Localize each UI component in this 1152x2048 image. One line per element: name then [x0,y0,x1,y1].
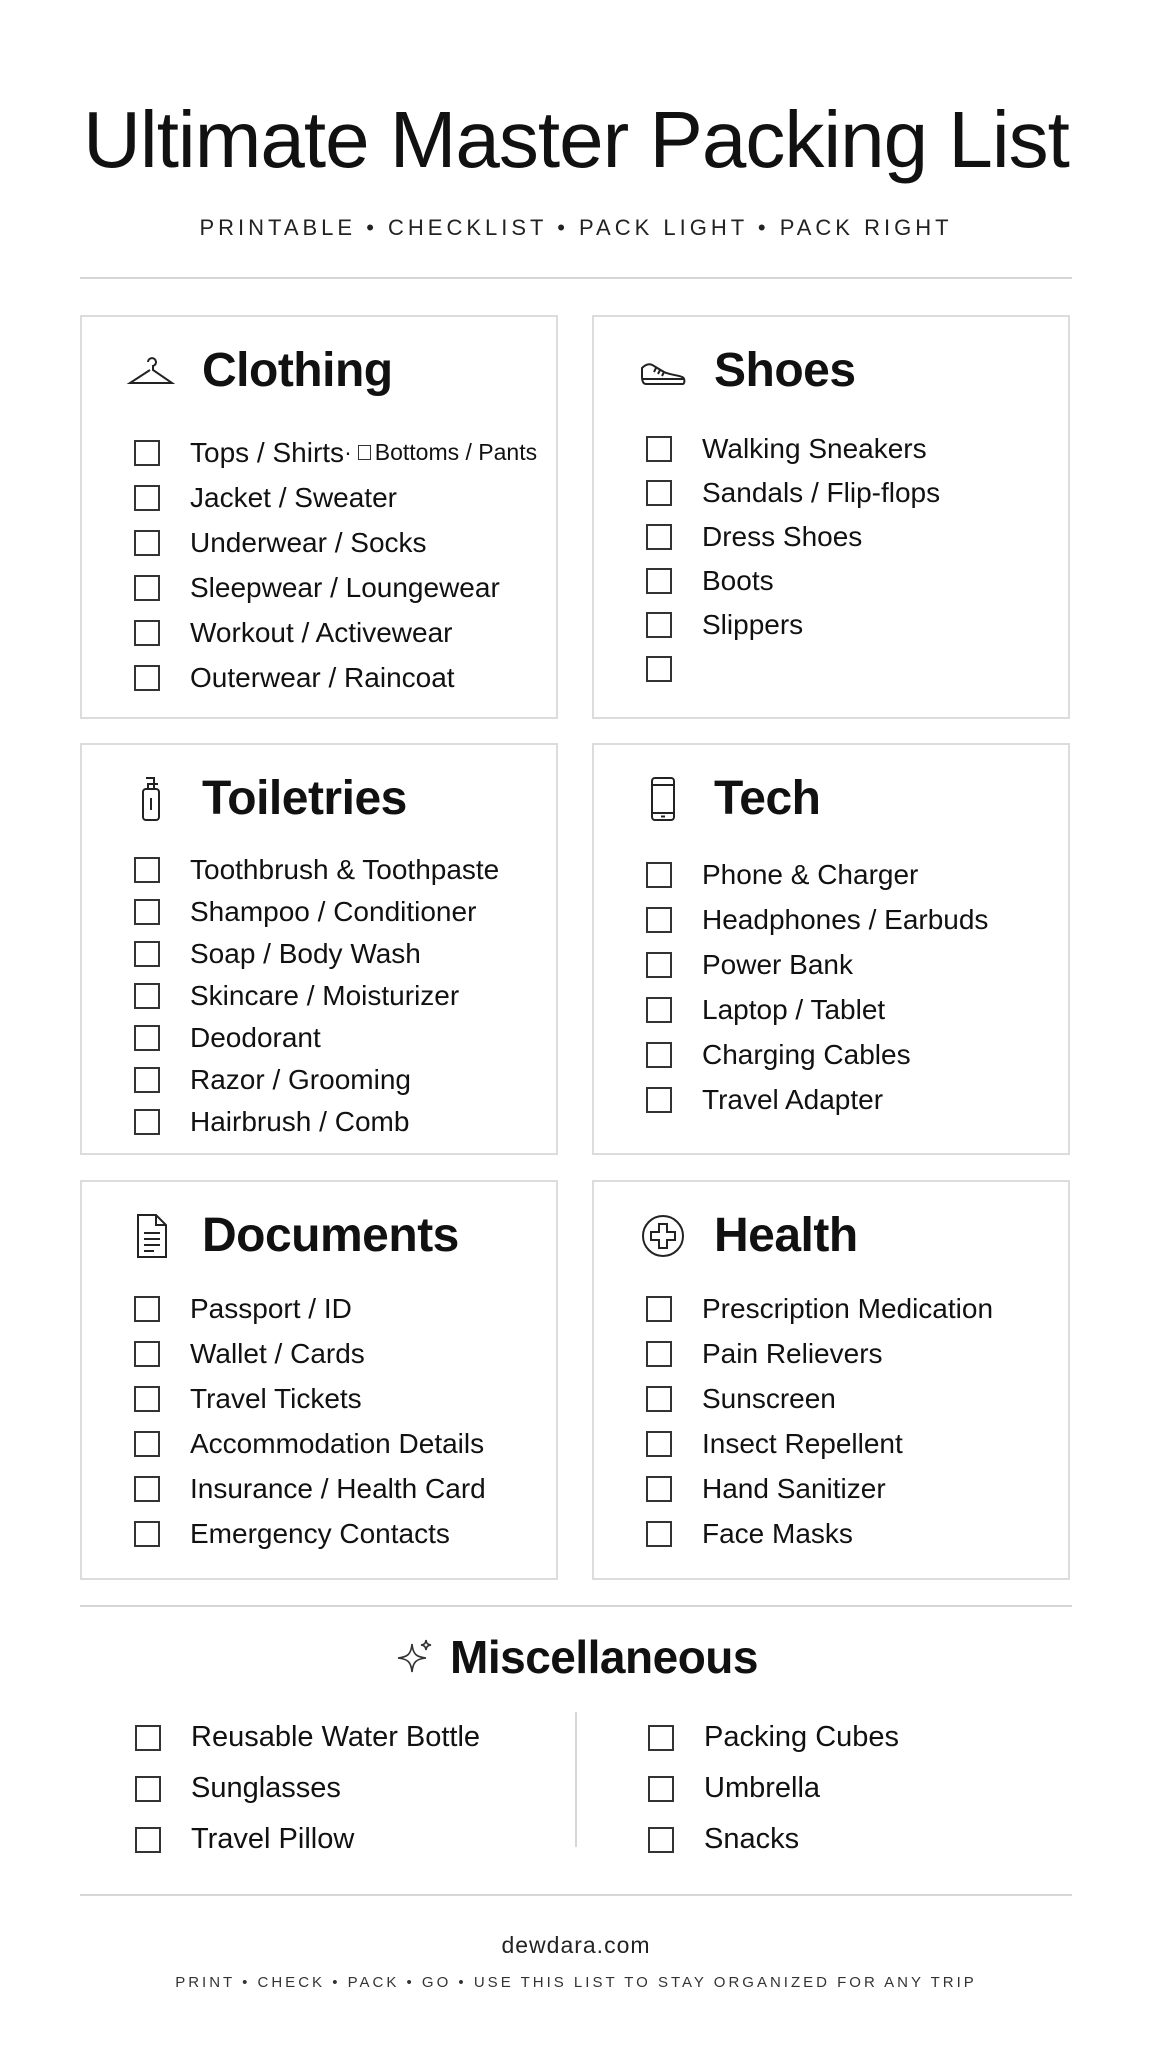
checkbox[interactable] [134,575,160,601]
list-item [646,1421,1058,1466]
item-label: Hand Sanitizer [702,1472,886,1504]
checklist [134,849,546,1143]
item-label: Insurance / Health Card [190,1472,486,1504]
section-miscellaneous-header [0,1630,1152,1684]
checkbox[interactable] [358,445,371,460]
checklist [646,852,1058,1122]
item-label: Umbrella [704,1772,821,1804]
list-item [134,1421,546,1466]
list-item [134,1466,546,1511]
list-item [646,1511,1058,1556]
item-label: Snacks [704,1823,800,1855]
list-item [134,1511,546,1556]
checklist [646,427,1058,691]
item-label: Tops / Shirts [190,436,345,468]
list-item [134,1059,546,1101]
checkbox[interactable] [134,485,160,511]
item-label: Sandals / Flip-flops [702,477,941,508]
section-title: Toiletries [202,772,407,825]
checkbox[interactable] [646,952,672,978]
list-item [646,1466,1058,1511]
list-item [648,1712,899,1763]
item-label: Sleepwear / Loungewear [190,571,500,603]
checkbox[interactable] [134,1431,160,1457]
checkbox[interactable] [134,1386,160,1412]
checkbox[interactable] [134,1296,160,1322]
section-title: Tech [714,772,821,825]
item-label: Outerwear / Raincoat [190,661,455,693]
section-documents [80,1180,558,1580]
list-item [646,559,1058,603]
document-icon [126,1211,176,1261]
list-item [134,655,546,700]
section-title: Clothing [202,344,393,397]
footer-tagline: PRINT • CHECK • PACK • GO • USE THIS LIST TO STAY ORGANIZED FOR ANY TRIP [175,1974,977,1991]
checkbox[interactable] [134,665,160,691]
item-label: Insect Repellent [702,1427,903,1459]
item-label: Passport / ID [190,1292,352,1324]
item-label: Sunglasses [191,1772,341,1804]
list-item [134,933,546,975]
item-label: Packing Cubes [704,1721,900,1753]
item-label: Boots [702,565,774,596]
list-item: Tops / Shirts · Bottoms / Pants [134,430,546,475]
list-item [135,1814,480,1865]
page-subtitle: PRINTABLE • CHECKLIST • PACK LIGHT • PACK RIGHT [199,215,953,240]
item-label: Sunscreen [702,1382,836,1414]
item-label: Travel Pillow [191,1823,355,1855]
item-label: Workout / Activewear [190,616,453,648]
checkbox[interactable] [134,1025,160,1051]
checklist [134,430,546,700]
list-item [134,610,546,655]
list-item [646,987,1058,1032]
list-item [648,1814,899,1865]
section-shoes [592,315,1070,719]
item-label: Travel Tickets [190,1382,362,1414]
checkbox[interactable] [646,480,672,506]
list-item [134,565,546,610]
item-label: Travel Adapter [702,1083,884,1115]
list-item [646,471,1058,515]
checkbox[interactable] [646,907,672,933]
sparkle-icon [394,1636,436,1678]
checkbox[interactable] [135,1827,161,1853]
footer-divider [80,1894,1072,1896]
item-label: Headphones / Earbuds [702,903,989,935]
checkbox[interactable] [646,524,672,550]
item-label: Shampoo / Conditioner [190,896,477,927]
list-item [646,1376,1058,1421]
checkbox[interactable] [646,1042,672,1068]
checkbox[interactable] [646,1341,672,1367]
header-divider [80,277,1072,279]
checkbox[interactable] [646,436,672,462]
list-item [648,1763,899,1814]
phone-icon [638,774,688,824]
shoe-icon [638,346,688,396]
checklist [134,1286,546,1556]
section-toiletries [80,743,558,1155]
page-title: Ultimate Master Packing List [83,95,1069,184]
item-label: Reusable Water Bottle [191,1721,481,1753]
item-label: Face Masks [702,1517,853,1549]
checkbox[interactable] [648,1827,674,1853]
list-item [134,891,546,933]
list-item [134,520,546,565]
checkbox[interactable] [646,1087,672,1113]
item-label: Walking Sneakers [702,433,927,464]
misc-divider-top [80,1605,1072,1607]
list-item [134,475,546,520]
item-label: Accommodation Details [190,1427,485,1459]
list-item [134,1101,546,1143]
pump-bottle-icon [126,774,176,824]
section-clothing [80,315,558,719]
list-item [134,849,546,891]
checkbox[interactable] [646,1521,672,1547]
checkbox[interactable] [646,612,672,638]
checkbox[interactable] [646,1296,672,1322]
section-title: Documents [202,1209,459,1262]
checkbox[interactable] [134,941,160,967]
misc-checklist-right [648,1712,899,1865]
item-label: Prescription Medication [702,1292,994,1324]
item-label: Dress Shoes [702,521,863,552]
checkbox[interactable] [134,1341,160,1367]
list-item [646,1331,1058,1376]
list-item [646,942,1058,987]
item-label: Jacket / Sweater [190,481,397,513]
checkbox[interactable] [646,997,672,1023]
checkbox[interactable] [646,1431,672,1457]
checkbox[interactable] [134,1067,160,1093]
checkbox[interactable] [134,983,160,1009]
item-label: Wallet / Cards [190,1337,365,1369]
item-label: Soap / Body Wash [190,938,421,969]
list-item [134,1376,546,1421]
item-label: Phone & Charger [702,858,919,890]
list-item [646,1286,1058,1331]
list-item [134,1331,546,1376]
item-label: Underwear / Socks [190,526,427,558]
section-health [592,1180,1070,1580]
list-item [646,603,1058,647]
list-item [134,1017,546,1059]
misc-column-divider [575,1712,577,1847]
list-item [134,1286,546,1331]
hanger-icon [126,346,176,396]
list-item [134,975,546,1017]
misc-checklist-left [135,1712,480,1865]
checklist [646,1286,1058,1556]
medical-cross-icon [638,1211,688,1261]
list-item [646,427,1058,471]
item-label: Toothbrush & Toothpaste [190,854,500,885]
item-label: Power Bank [702,948,853,980]
checkbox[interactable] [648,1725,674,1751]
list-item [646,852,1058,897]
list-item [646,647,1058,691]
checkbox[interactable] [134,530,160,556]
item-label: Slippers [702,609,804,640]
checkbox[interactable] [134,1521,160,1547]
checkbox[interactable] [135,1776,161,1802]
item-label: Hairbrush / Comb [190,1106,410,1137]
item-label: Deodorant [190,1022,321,1053]
checkbox[interactable] [134,440,160,466]
item-label: Skincare / Moisturizer [190,980,460,1011]
checkbox[interactable] [646,568,672,594]
section-title: Shoes [714,344,856,397]
list-item [135,1763,480,1814]
list-item [646,1032,1058,1077]
checkbox[interactable] [134,899,160,925]
section-tech [592,743,1070,1155]
checkbox[interactable] [646,1476,672,1502]
checkbox[interactable] [134,1109,160,1135]
item-label: Emergency Contacts [190,1517,450,1549]
checkbox[interactable] [646,656,672,682]
item-label: Charging Cables [702,1038,911,1070]
list-item [646,515,1058,559]
list-item [135,1712,480,1763]
item-label: Pain Relievers [702,1337,883,1369]
checkbox[interactable] [135,1725,161,1751]
section-title: Health [714,1209,858,1262]
section-title: Miscellaneous [450,1631,758,1683]
checkbox[interactable] [134,1476,160,1502]
checkbox[interactable] [646,862,672,888]
checkbox[interactable] [134,857,160,883]
footer-site: dewdara.com [501,1932,651,1958]
item-label: Laptop / Tablet [702,993,886,1025]
list-item [646,1077,1058,1122]
item-label: Razor / Grooming [190,1064,411,1095]
checkbox[interactable] [646,1386,672,1412]
list-item [646,897,1058,942]
checkbox[interactable] [134,620,160,646]
checkbox[interactable] [648,1776,674,1802]
item-label: Bottoms / Pants [374,439,538,465]
